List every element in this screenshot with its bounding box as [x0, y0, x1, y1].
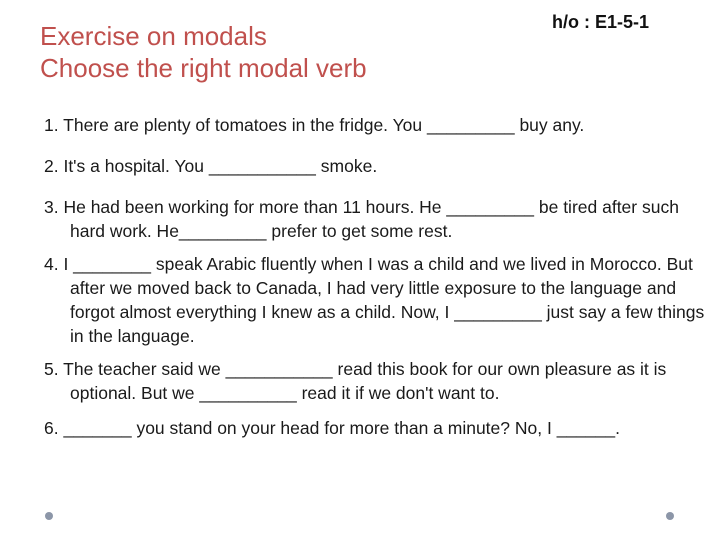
question-4: 4. I ________ speak Arabic fluently when I was a child and we lived in Morocco. But after we moved back to Canada, I had very little exposure to the language and forgot almost everything I knew as a child. Now, I _________ just say a few things in the language.	[44, 254, 705, 346]
handout-code: h/o : E1-5-1	[552, 12, 650, 32]
slide-title	[40, 20, 367, 84]
title-line-2: Choose the right modal verb	[40, 53, 367, 83]
question-6: 6. _______ you stand on your head for more than a minute? No, I ______.	[44, 418, 620, 438]
title-line-1: Exercise on modals	[40, 21, 267, 51]
slide-dot-left	[45, 512, 53, 520]
slide-dot-right	[666, 512, 674, 520]
question-2: 2. It's a hospital. You ___________ smoke.	[44, 156, 378, 176]
question-3: 3. He had been working for more than 11 hours. He _________ be tired after such hard work. He_________ prefer to get some rest.	[44, 197, 679, 241]
question-list	[44, 113, 714, 440]
question-5: 5. The teacher said we ___________ read this book for our own pleasure as it is optional. But we __________ read it if we don't want to.	[44, 359, 667, 403]
question-1: 1. There are plenty of tomatoes in the fridge. You _________ buy any.	[44, 115, 585, 135]
